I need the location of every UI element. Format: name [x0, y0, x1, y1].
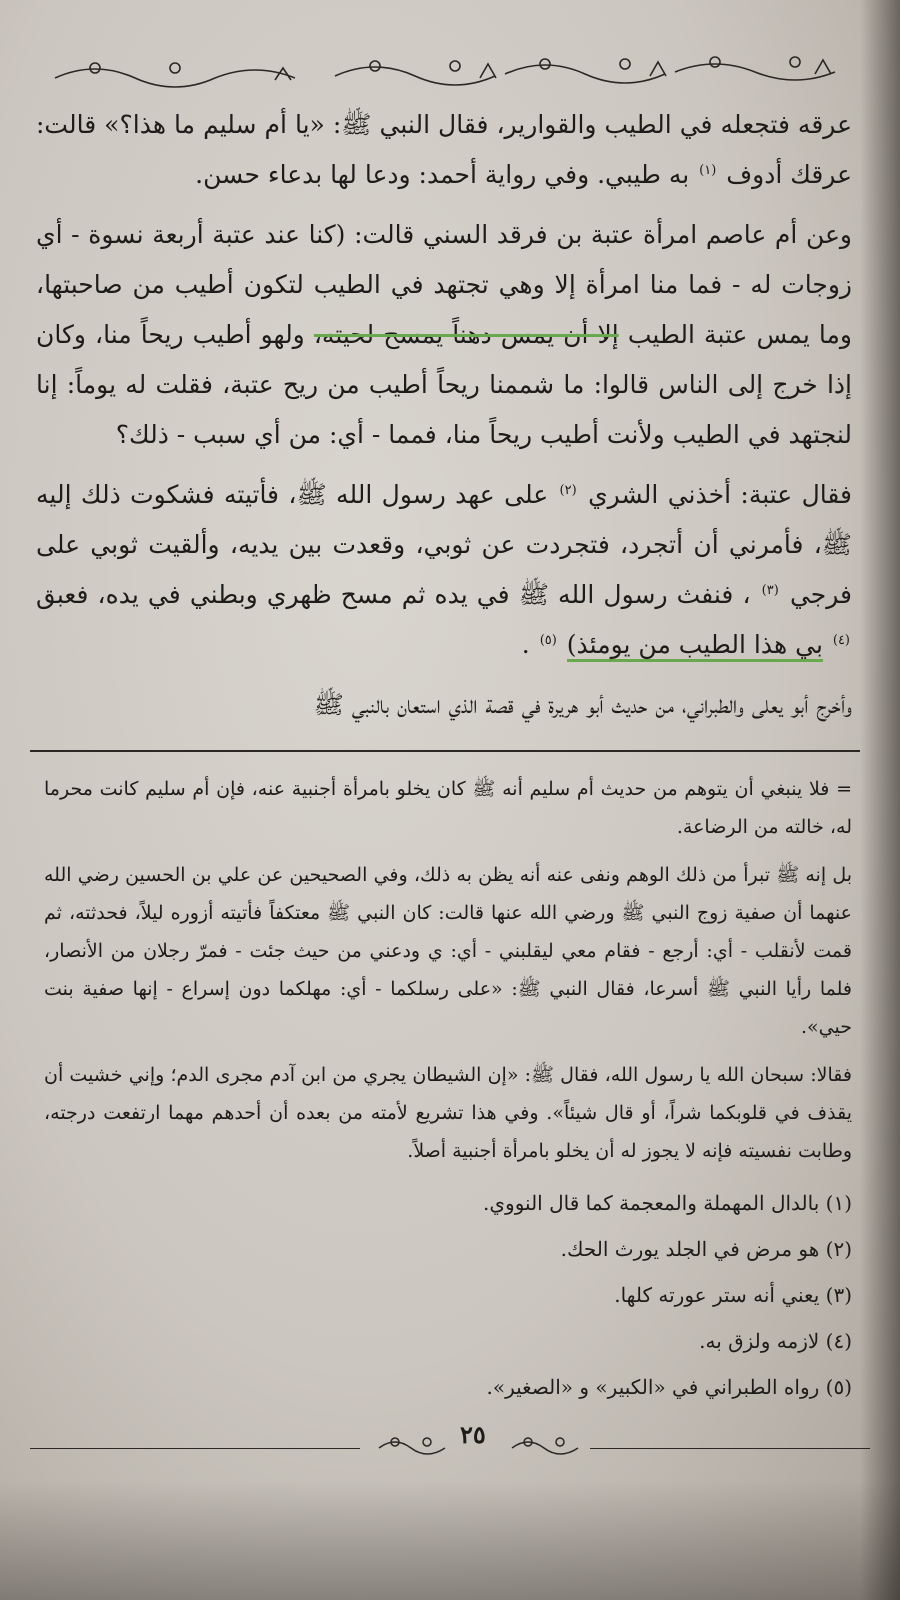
footnote-ref-2[interactable]: (٢)	[559, 482, 577, 498]
paragraph-2-text: وعن أم عاصم امرأة عتبة بن فرقد السني قالت: (كنا عند عتبة أربعة نسوة - أي زوجات له - فما منا امرأة إلا وهي تجتهد في الطيب لتكون أطيب من صاحبتها، وما يمس عتبة الطيب	[36, 220, 853, 349]
paragraph-3-end: .	[521, 630, 530, 659]
header-ornament	[30, 40, 860, 100]
paragraph-1-text: عرقه فتجعله في الطيب والقوارير، فقال النبي ﷺ: «يا أم سليم ما هذا؟» قالت: عرقك أدوف	[36, 110, 852, 189]
paragraph-3	[36, 470, 852, 670]
highlighted-phrase-1: إلا أن يمس دهناً يمسح لحيته،	[313, 320, 619, 349]
paragraph-1-tail: به طيبي. وفي رواية أحمد: ودعا لها بدعاء حسن.	[195, 160, 690, 189]
paragraph-3-part-a: على عهد رسول الله ﷺ، فأتيته فشكوت ذلك إليه ﷺ، فأمرني أن أتجرد، فتجردت عن ثوبي، وقعدت بين يديه، وألقيت ثوبي على فرجي	[36, 480, 852, 609]
paragraph-3-text: فقال عتبة: أخذني الشري	[588, 480, 852, 509]
footnote-5: (٥) رواه الطبراني في «الكبير» و «الصغير».	[486, 1375, 852, 1399]
footnote-1: (١) بالدال المهملة والمعجمة كما قال النووي.	[483, 1191, 852, 1215]
page-edge-shadow	[860, 0, 900, 1600]
footnote-list	[30, 1180, 852, 1410]
paragraph-2-tail: ولهو أطيب ريحاً منا، وكان إذا خرج إلى الناس قالوا: ما شممنا ريحاً أطيب من ريح عتبة، فقلت له يوماً: إنا لنجتهد في الطيب ولأنت أطيب ريحاً منا، فمما - أي: من أي سبب - ذلك؟	[36, 320, 852, 449]
footer-line-right	[590, 1448, 870, 1449]
page-number: ٢٥	[460, 1420, 486, 1449]
footer-ornament-right-icon	[508, 1432, 583, 1456]
paragraph-4	[36, 680, 852, 730]
footer-ornament-left-icon	[375, 1432, 450, 1456]
paragraph-1	[36, 100, 852, 200]
note-1: = فلا ينبغي أن يتوهم من حديث أم سليم أنه ﷺ كان يخلو بامرأة أجنبية عنه، فإن أم سليم كانت محرما له، خالته من الرضاعة.	[44, 778, 852, 838]
note-3: فقالا: سبحان الله يا رسول الله، فقال ﷺ: «إن الشيطان يجري من ابن آدم مجرى الدم؛ وإني خشيت أن يقذف في قلوبكما شراً، أو قال شيئاً». وفي هذا تشريع لأمته من بعده أن أحدهم مهما ارتفعت درجته، وطابت نفسيته فإنه لا يجوز له أن يخلو بامرأة أجنبية أصلاً.	[44, 1064, 852, 1162]
footnote-4: (٤) لازمه ولزق به.	[699, 1329, 852, 1353]
footnote-ref-4[interactable]: (٤)	[832, 632, 850, 648]
footnote-3: (٣) يعني أنه ستر عورته كلها.	[614, 1283, 852, 1307]
footer-line-left	[30, 1448, 360, 1449]
page-bottom-shadow	[0, 1480, 900, 1600]
paragraph-4-text: وأخرج أبو يعلى والطبراني، من حديث أبو هريرة في قصة الذي استعان بالنبي ﷺ	[313, 690, 852, 719]
note-2: بل إنه ﷺ تبرأ من ذلك الوهم ونفى عنه أنه يظن به ذلك، وفي الصحيحين عن علي بن الحسين رضي الله عنهما أن صفية زوج النبي ﷺ ورضي الله عنها قالت: كان النبي ﷺ معتكفاً فأتيته أزوره ليلاً، فحدثته، ثم قمت لأنقلب - أي: أرجع - فقام معي ليقلبني - أي: ي ودعني من حيث جئت - فمرّ رجلان من الأنصار، فلما رأيا النبي ﷺ أسرعا، فقال النبي ﷺ: «على رسلكما - أي: مهلكما دون إسراع - إنها صفية بنت حيي».	[44, 864, 852, 1038]
book-page	[30, 40, 860, 1410]
footnote-divider	[30, 750, 860, 752]
highlighted-phrase-2: بي هذا الطيب من يومئذ)	[567, 630, 823, 662]
paragraph-3-part-b: ، فنفث رسول الله ﷺ في يده ثم مسح ظهري وبطني في يده، فعبق	[36, 580, 751, 609]
footnote-ref-3[interactable]: (٣)	[761, 582, 779, 598]
ornament-vine-icon	[35, 50, 855, 90]
main-text	[36, 100, 852, 730]
paragraph-2	[36, 210, 852, 460]
footnote-ref-1[interactable]: (١)	[699, 162, 717, 178]
page-footer	[30, 1420, 870, 1460]
footnote-2: (٢) هو مرض في الجلد يورث الحك.	[560, 1237, 852, 1261]
notes-section	[44, 770, 852, 1170]
footnote-ref-5[interactable]: (٥)	[539, 632, 557, 648]
